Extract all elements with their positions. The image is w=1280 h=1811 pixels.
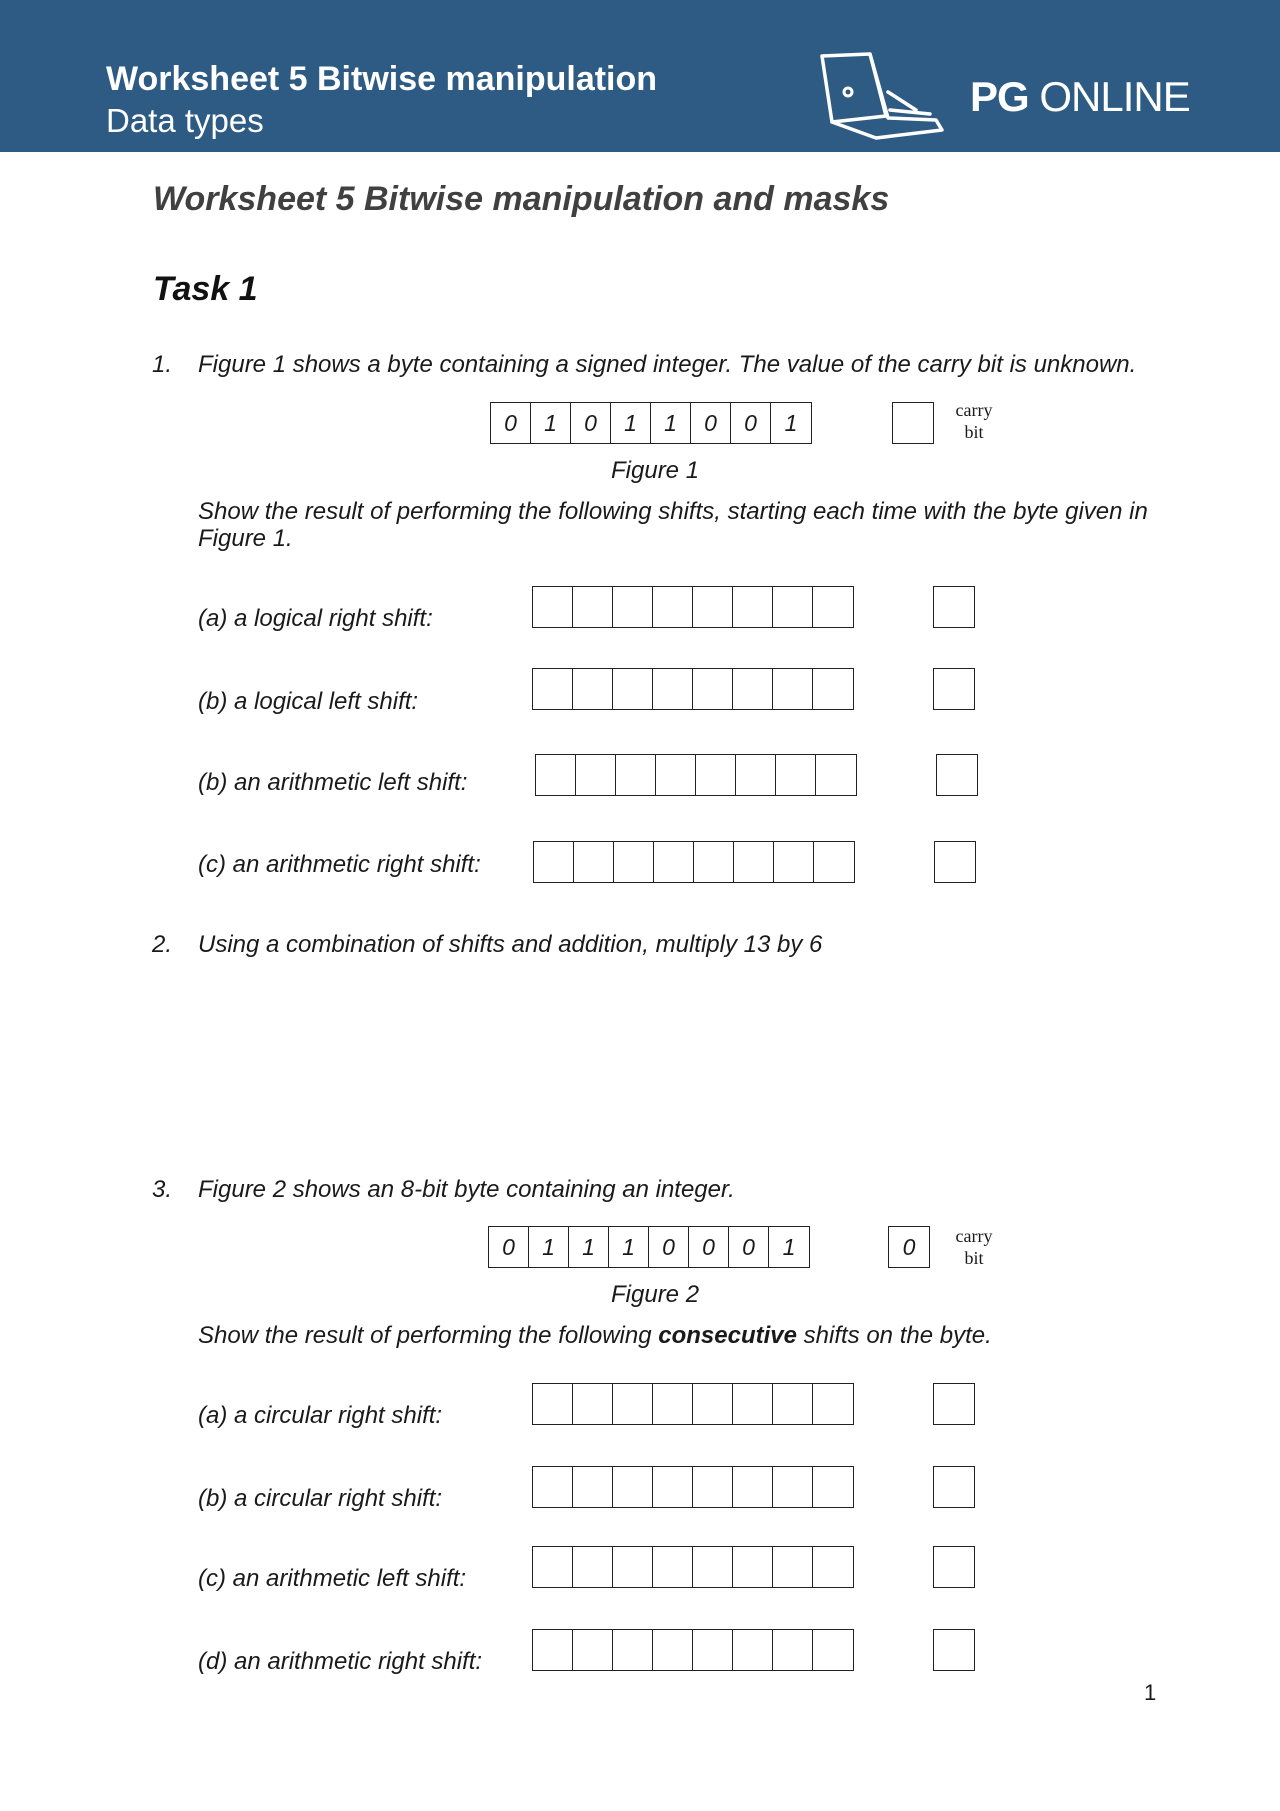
q1-part-c-label: (b) an arithmetic left shift: — [198, 769, 468, 796]
answer-bit-cell[interactable] — [773, 1467, 813, 1507]
q3a-answer-carry[interactable] — [933, 1383, 975, 1425]
q3-number: 3. — [152, 1176, 173, 1203]
carry-label-word: carry — [955, 400, 993, 420]
answer-bit-cell[interactable] — [613, 1547, 653, 1587]
figure1-byte — [490, 402, 812, 444]
answer-bit-cell[interactable] — [694, 842, 734, 882]
figure1-carry-bit — [892, 402, 934, 444]
answer-bit-cell[interactable] — [576, 755, 616, 795]
q1b-answer-byte[interactable] — [532, 668, 854, 710]
bit-cell: 1 — [611, 403, 651, 443]
answer-bit-cell[interactable] — [813, 669, 853, 709]
answer-bit-cell[interactable] — [653, 1547, 693, 1587]
q3d-answer-carry[interactable] — [933, 1629, 975, 1671]
bit-cell: 1 — [651, 403, 691, 443]
q1d-answer-carry[interactable] — [934, 841, 976, 883]
figure2-caption: Figure 2 — [611, 1281, 700, 1308]
q3-part-a-label: (a) a circular right shift: — [198, 1402, 443, 1429]
answer-bit-cell[interactable] — [613, 1630, 653, 1670]
q1c-answer-byte[interactable] — [535, 754, 857, 796]
answer-bit-cell[interactable] — [693, 587, 733, 627]
answer-bit-cell[interactable] — [813, 1630, 853, 1670]
answer-bit-cell[interactable] — [573, 1467, 613, 1507]
figure2-byte — [488, 1226, 810, 1268]
answer-bit-cell[interactable] — [573, 669, 613, 709]
q3d-answer-byte[interactable] — [532, 1629, 854, 1671]
q1-text: Figure 1 shows a byte containing a signed integer. The value of the carry bit is unknown. — [198, 351, 1137, 378]
answer-bit-cell[interactable] — [574, 842, 614, 882]
answer-bit-cell[interactable] — [693, 1630, 733, 1670]
header-title: Worksheet 5 Bitwise manipulation — [106, 60, 658, 98]
answer-bit-cell[interactable] — [616, 755, 656, 795]
q3b-answer-byte[interactable] — [532, 1466, 854, 1508]
answer-bit-cell[interactable] — [613, 587, 653, 627]
q1a-answer-byte[interactable] — [532, 586, 854, 628]
answer-bit-cell[interactable] — [813, 1547, 853, 1587]
logo-bold-text: PG — [970, 73, 1029, 120]
bit-cell: 1 — [531, 403, 571, 443]
bit-cell: 0 — [691, 403, 731, 443]
q3-instruction-bold: consecutive — [658, 1322, 797, 1349]
answer-bit-cell[interactable] — [654, 842, 694, 882]
answer-bit-cell[interactable] — [653, 1467, 693, 1507]
answer-bit-cell[interactable] — [613, 1384, 653, 1424]
answer-bit-cell[interactable] — [533, 1467, 573, 1507]
answer-bit-cell[interactable] — [614, 842, 654, 882]
bit-cell: 0 — [571, 403, 611, 443]
bit-cell: 0 — [731, 403, 771, 443]
answer-bit-cell[interactable] — [533, 1630, 573, 1670]
bit-cell: 0 — [649, 1227, 689, 1267]
q1-part-d-label: (c) an arithmetic right shift: — [198, 851, 481, 878]
bit-cell: 1 — [782, 1233, 796, 1260]
bit-label-word: bit — [964, 422, 984, 442]
answer-bit-cell[interactable] — [733, 1630, 773, 1670]
q3c-answer-carry[interactable] — [933, 1546, 975, 1588]
figure1-carry-label — [944, 399, 1004, 443]
answer-bit-cell[interactable] — [773, 587, 813, 627]
answer-bit-cell[interactable] — [653, 587, 693, 627]
document-title: Worksheet 5 Bitwise manipulation and masks — [153, 180, 890, 218]
answer-bit-cell[interactable] — [776, 755, 816, 795]
answer-bit-cell[interactable] — [573, 1384, 613, 1424]
answer-bit-cell[interactable] — [813, 1384, 853, 1424]
answer-bit-cell[interactable] — [573, 587, 613, 627]
answer-bit-cell[interactable] — [813, 1467, 853, 1507]
answer-bit-cell[interactable] — [573, 1547, 613, 1587]
q3-instruction — [198, 1322, 992, 1350]
task-heading: Task 1 — [153, 270, 258, 308]
bit-cell: 0 — [729, 1227, 769, 1267]
answer-bit-cell[interactable] — [656, 755, 696, 795]
figure2-carry-bit: 0 — [888, 1226, 930, 1268]
page-number: 1 — [1144, 1680, 1157, 1705]
answer-bit-cell[interactable] — [733, 1467, 773, 1507]
answer-bit-cell[interactable] — [734, 842, 774, 882]
bit-cell: 1 — [609, 1227, 649, 1267]
answer-bit-cell[interactable] — [773, 1547, 813, 1587]
answer-bit-cell[interactable] — [696, 755, 736, 795]
answer-bit-cell[interactable] — [733, 1384, 773, 1424]
q1b-answer-carry[interactable] — [933, 668, 975, 710]
q3-instruction-end: shifts on the byte. — [796, 1322, 992, 1349]
q3-text: Figure 2 shows an 8-bit byte containing an integer. — [198, 1176, 735, 1203]
answer-bit-cell[interactable] — [653, 1630, 693, 1670]
bit-cell: 0 — [689, 1227, 729, 1267]
answer-bit-cell[interactable] — [653, 669, 693, 709]
q3-part-d-label: (d) an arithmetic right shift: — [198, 1648, 483, 1675]
figure1-caption: Figure 1 — [611, 457, 700, 484]
header-subtitle: Data types — [106, 102, 264, 139]
answer-bit-cell[interactable] — [736, 755, 776, 795]
carry-label-word: carry — [955, 1226, 993, 1246]
q3c-answer-byte[interactable] — [532, 1546, 854, 1588]
answer-bit-cell[interactable] — [534, 842, 574, 882]
answer-bit-cell[interactable] — [733, 669, 773, 709]
answer-bit-cell[interactable] — [816, 755, 856, 795]
answer-bit-cell[interactable] — [653, 1384, 693, 1424]
q3-instruction-start: Show the result of performing the following — [198, 1322, 659, 1349]
answer-bit-cell[interactable] — [613, 669, 653, 709]
answer-bit-cell[interactable] — [533, 587, 573, 627]
answer-bit-cell[interactable] — [733, 1547, 773, 1587]
bit-cell: 0 — [489, 1227, 529, 1267]
q1-instruction-line1: Show the result of performing the following shifts, starting each time with the byte given in — [198, 498, 1148, 525]
answer-bit-cell[interactable] — [693, 1547, 733, 1587]
q3a-answer-byte[interactable] — [532, 1383, 854, 1425]
q3-part-c-label: (c) an arithmetic left shift: — [198, 1565, 467, 1592]
q1-number: 1. — [152, 351, 173, 378]
answer-bit-cell[interactable] — [773, 1384, 813, 1424]
answer-bit-cell[interactable] — [733, 587, 773, 627]
answer-bit-cell[interactable] — [773, 669, 813, 709]
q2-text: Using a combination of shifts and addition, multiply 13 by 6 — [198, 931, 823, 958]
answer-bit-cell[interactable] — [693, 1384, 733, 1424]
answer-bit-cell[interactable] — [613, 1467, 653, 1507]
answer-bit-cell[interactable] — [814, 842, 854, 882]
laptop-logo-icon — [818, 52, 958, 142]
answer-bit-cell[interactable] — [573, 1630, 613, 1670]
q2-number: 2. — [152, 931, 173, 958]
q3-part-b-label: (b) a circular right shift: — [198, 1485, 443, 1512]
answer-bit-cell[interactable] — [533, 669, 573, 709]
q1a-answer-carry[interactable] — [933, 586, 975, 628]
bit-cell: 1 — [569, 1227, 609, 1267]
answer-bit-cell[interactable] — [693, 1467, 733, 1507]
answer-bit-cell[interactable] — [693, 669, 733, 709]
q1d-answer-byte[interactable] — [533, 841, 855, 883]
q1-part-a-label: (a) a logical right shift: — [198, 605, 433, 632]
q3b-answer-carry[interactable] — [933, 1466, 975, 1508]
bit-cell: 1 — [784, 409, 798, 436]
answer-bit-cell[interactable] — [774, 842, 814, 882]
logo-wordmark — [970, 73, 1190, 121]
q1c-answer-carry[interactable] — [936, 754, 978, 796]
answer-bit-cell[interactable] — [813, 587, 853, 627]
answer-bit-cell[interactable] — [773, 1630, 813, 1670]
q1-part-b-label: (b) a logical left shift: — [198, 688, 419, 715]
q1-instruction-line2: Figure 1. — [198, 525, 293, 552]
logo-text: ONLINE — [1039, 73, 1190, 120]
answer-bit-cell[interactable] — [536, 755, 576, 795]
figure2-carry-label — [944, 1225, 1004, 1269]
answer-bit-cell[interactable] — [533, 1547, 573, 1587]
bit-label-word: bit — [964, 1248, 984, 1268]
bit-cell: 1 — [529, 1227, 569, 1267]
answer-bit-cell[interactable] — [533, 1384, 573, 1424]
bit-cell: 0 — [491, 403, 531, 443]
